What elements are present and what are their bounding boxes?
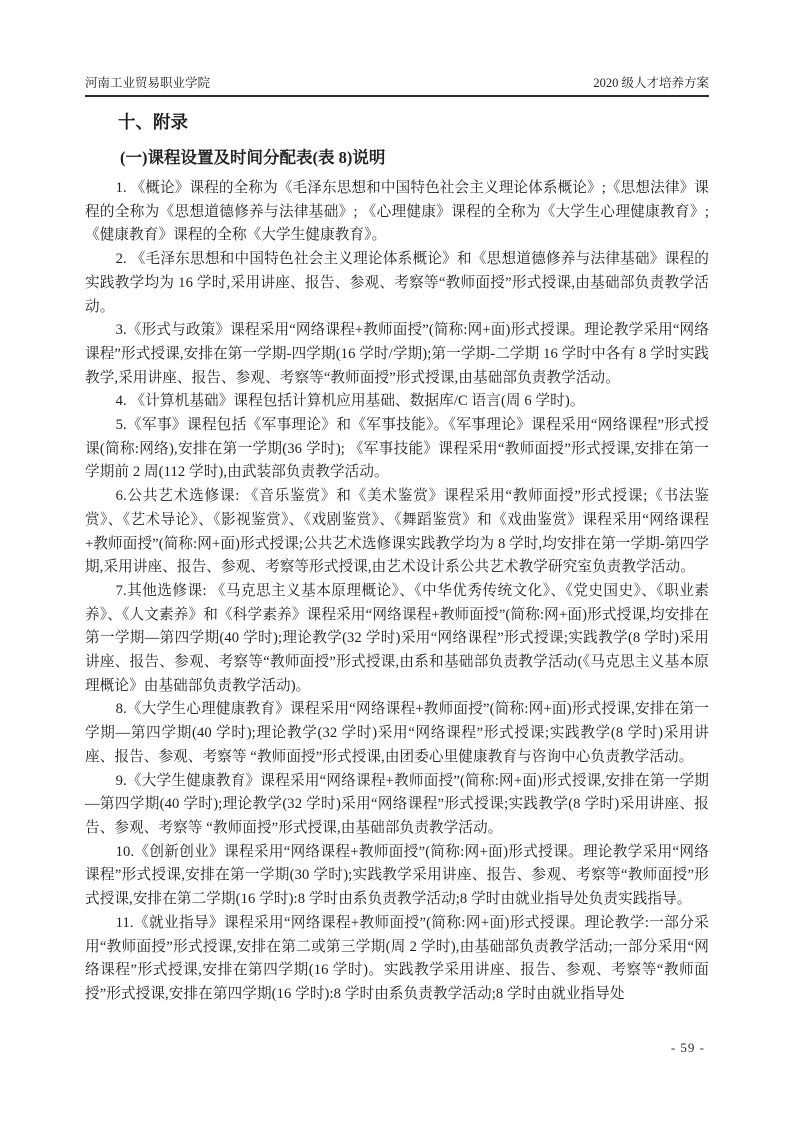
paragraph-11: 11.《就业指导》课程采用“网络课程+教师面授”(简称:网+面)形式授课。理论教学:一部分采用“教师面授”形式授课,安排在第二或第三学期(周 2 学时),由基础部负责教学活动;一部分采用“网络课程”形式授课,安排在第四学期(16 学时)。实践教学采用讲座、报告、参观、考察等“教师面授”形式授课,安排在第四学期(16 学时):8 学时由系负责教学活动;8 学时由就业指导处 bbox=[85, 914, 709, 1002]
paragraph-6: 6.公共艺术选修课: 《音乐鉴赏》和《美术鉴赏》课程采用“教师面授”形式授课;《书法鉴赏》、《艺术导论》、《影视鉴赏》、《戏剧鉴赏》、《舞蹈鉴赏》和《戏曲鉴赏》课程采用“网络课程+教师面授”(简称:网+面)形式授课;公共艺术选修课实践教学均为 8 学时,均安排在第一学期-第四学期,采用讲座、报告、参观、考察等形式授课,由艺术设计系公共艺术教学研究室负责教学活动。 bbox=[85, 488, 709, 576]
paragraph-1: 1. 《概论》课程的全称为《毛泽东思想和中国特色社会主义理论体系概论》;《思想法律》课程的全称为《思想道德修养与法律基础》; 《心理健康》课程的全称为《大学生心理健康教育》; 《健康教育》课程的全称《大学生健康教育》。 bbox=[85, 180, 709, 244]
paragraph-7: 7.其他选修课: 《马克思主义基本原理概论》、《中华优秀传统文化》、《党史国史》、《职业素养》、《人文素养》和《科学素养》课程采用“网络课程+教师面授”(简称:网+面)形式授课,均安排在第一学期—第四学期(40 学时);理论教学(32 学时)采用“网络课程”形式授课;实践教学(8 学时)采用讲座、报告、参观、考察等“教师面授”形式授课,由系和基础部负责教学活动(《马克思主义基本原理概论》由基础部负责教学活动)。 bbox=[85, 582, 709, 694]
paragraph-2: 2. 《毛泽东思想和中国特色社会主义理论体系概论》和《思想道德修养与法律基础》课程的实践教学均为 16 学时,采用讲座、报告、参观、考察等“教师面授”形式授课,由基础部负责教学活动。 bbox=[85, 251, 709, 315]
paragraph-9: 9.《大学生健康教育》课程采用“网络课程+教师面授”(简称:网+面)形式授课,安排在第一学期—第四学期(40 学时);理论教学(32 学时)采用“网络课程”形式授课;实践教学(8 学时)采用讲座、报告、参观、考察等 “教师面授”形式授课,由基础部负责教学活动。 bbox=[85, 772, 709, 836]
page-number: - 59 - bbox=[670, 1040, 705, 1055]
paragraph-list bbox=[85, 177, 709, 1007]
page-header bbox=[85, 76, 709, 97]
header-school-name: 河南工业贸易职业学院 bbox=[85, 76, 211, 90]
subsection-title: (一)课程设置及时间分配表(表 8)说明 bbox=[120, 148, 386, 167]
paragraph-4: 4. 《计算机基础》课程包括计算机应用基础、数据库/C 语言(周 6 学时)。 bbox=[115, 393, 585, 410]
paragraph-3: 3.《形式与政策》课程采用“网络课程+教师面授”(简称:网+面)形式授课。理论教学采用“网络课程”形式授课,安排在第一学期-四学期(16 学时/学期);第一学期-二学期 16 学时中各有 8 学时实践教学,采用讲座、报告、参观、考察等“教师面授”形式授课,由基础部负责教学活动。 bbox=[85, 322, 709, 386]
header-doc-title: 2020 级人才培养方案 bbox=[593, 76, 709, 90]
paragraph-5: 5.《军事》课程包括《军事理论》和《军事技能》。《军事理论》课程采用“网络课程”形式授课(简称:网络),安排在第一学期(36 学时); 《军事技能》课程采用“教师面授”形式授课,安排在第一学期前 2 周(112 学时),由武装部负责教学活动。 bbox=[85, 417, 709, 481]
section-title: 十、附录 bbox=[118, 112, 188, 132]
paragraph-8: 8.《大学生心理健康教育》课程采用“网络课程+教师面授”(简称:网+面)形式授课,安排在第一学期—第四学期(40 学时);理论教学(32 学时)采用“网络课程”形式授课;实践教学(8 学时)采用讲座、报告、参观、考察等 “教师面授”形式授课,由团委心里健康教育与咨询中心负责教学活动。 bbox=[85, 701, 709, 765]
paragraph-10: 10.《创新创业》课程采用“网络课程+教师面授”(简称:网+面)形式授课。理论教学采用“网络课程”形式授课,安排在第一学期(30 学时);实践教学采用讲座、报告、参观、考察等“教师面授”形式授课,安排在第二学期(16 学时):8 学时由系负责教学活动;8 学时由就业指导处负责实践指导。 bbox=[85, 843, 709, 908]
